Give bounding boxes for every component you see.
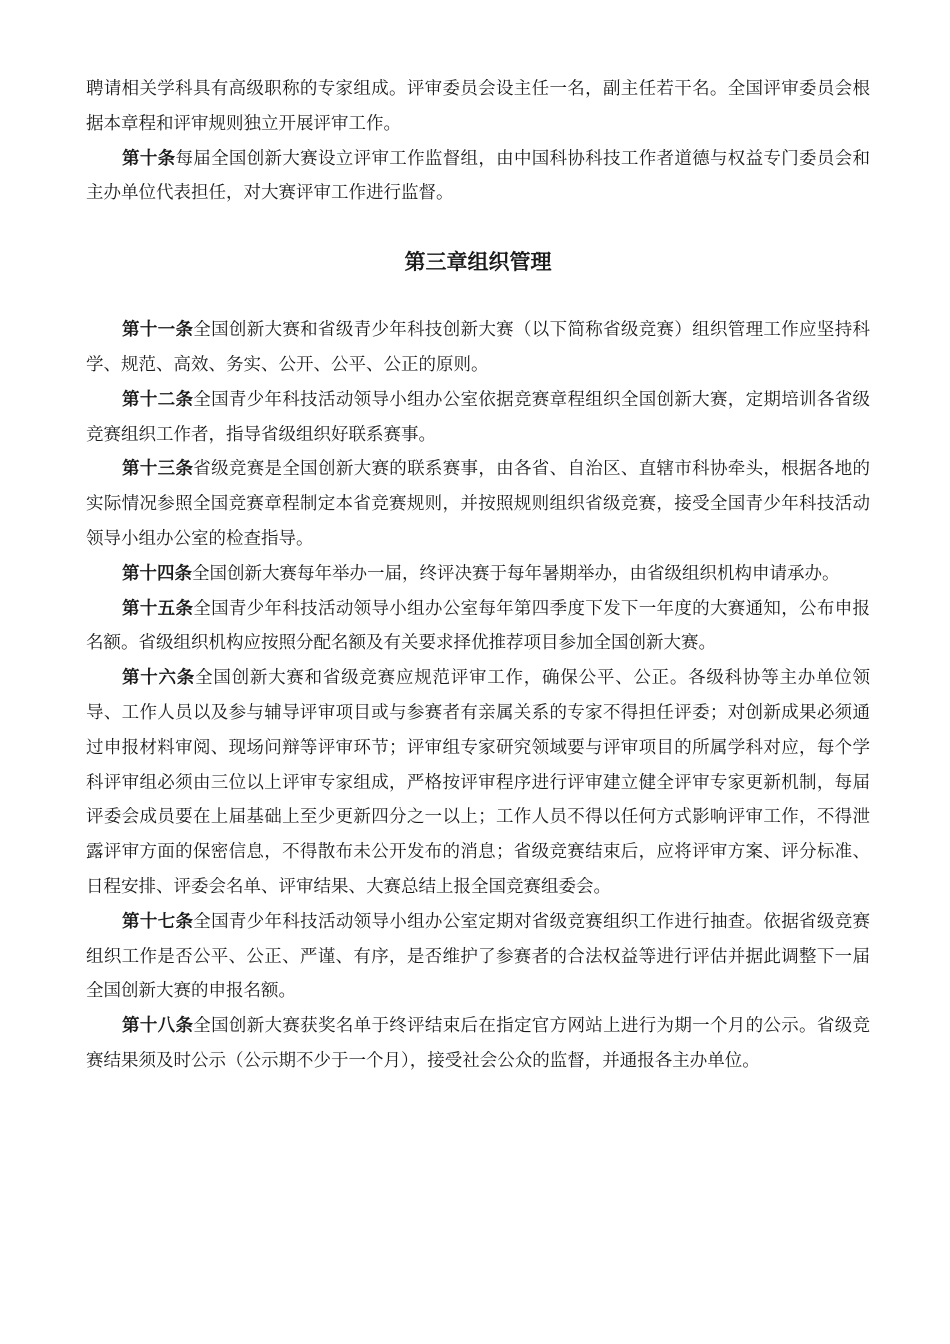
article-text: 全国创新大赛每年举办一届，终评决赛于每年暑期举办，由省级组织机构申请承办。 <box>192 563 840 584</box>
article-18 <box>86 1009 870 1079</box>
article-text: 全国青少年科技活动领导小组办公室依据竞赛章程组织全国创新大赛，定期培训各省级竞赛组织工作者，指导省级组织好联系赛事。 <box>86 389 871 445</box>
article-label: 第十七条 <box>122 911 194 932</box>
article-text: 全国创新大赛和省级青少年科技创新大赛（以下简称省级竞赛）组织管理工作应坚持科学、规范、高效、务实、公开、公平、公正的原则。 <box>86 320 871 375</box>
document-page <box>86 72 870 1079</box>
article-17 <box>86 905 870 1009</box>
article-text: 全国青少年科技活动领导小组办公室每年第四季度下发下一年度的大赛通知，公布申报名额。省级组织机构应按照分配名额及有关要求择优推荐项目参加全国创新大赛。 <box>86 598 871 654</box>
continued-paragraph: 聘请相关学科具有高级职称的专家组成。评审委员会设主任一名，副主任若干名。全国评审委员会根据本章程和评审规则独立开展评审工作。 <box>86 79 870 134</box>
article-label: 第十八条 <box>122 1016 194 1037</box>
article-14 <box>86 557 870 592</box>
article-label: 第十二条 <box>122 389 194 410</box>
article-label: 第十条 <box>122 148 176 169</box>
chapter-title: 第三章组织管理 <box>404 250 552 275</box>
article-label: 第十五条 <box>122 598 194 619</box>
article-text: 全国创新大赛获奖名单于终评结束后在指定官方网站上进行为期一个月的公示。省级竞赛结果须及时公示（公示期不少于一个月），接受社会公众的监督，并通报各主办单位。 <box>86 1016 871 1071</box>
article-text: 每届全国创新大赛设立评审工作监督组，由中国科协科技工作者道德与权益专门委员会和主办单位代表担任，对大赛评审工作进行监督。 <box>86 148 870 204</box>
article-15 <box>86 592 870 662</box>
article-text: 省级竞赛是全国创新大赛的联系赛事，由各省、自治区、直辖市科协牵头，根据各地的实际情况参照全国竞赛章程制定本省竞赛规则，并按照规则组织省级竞赛，接受全国青少年科技活动领导小组办公室的检查指导。 <box>86 459 871 549</box>
article-text: 全国青少年科技活动领导小组办公室定期对省级竞赛组织工作进行抽查。依据省级竞赛组织工作是否公平、公正、严谨、有序，是否维护了参赛者的合法权益等进行评估并据此调整下一届全国创新大赛的申报名额。 <box>86 911 871 1002</box>
article-label: 第十一条 <box>122 320 194 341</box>
article-label: 第十三条 <box>122 459 194 480</box>
article-label: 第十四条 <box>122 563 192 584</box>
article-16 <box>86 661 870 905</box>
article-12 <box>86 383 870 453</box>
article-10 <box>86 142 870 212</box>
article-13 <box>86 452 870 556</box>
article-text: 全国创新大赛和省级竞赛应规范评审工作，确保公平、公正。各级科协等主办单位领导、工作人员以及参与辅导评审项目或与参赛者有亲属关系的专家不得担任评委；对创新成果必须通过申报材料审阅、现场问辩等评审环节；评审组专家研究领域要与评审项目的所属学科对应，每个学科评审组必须由三位以上评审专家组成，严格按评审程序进行评审建立健全评审专家更新机制，每届评委会成员要在上届基础上至少更新四分之一以上；工作人员不得以任何方式影响评审工作，不得泄露评审方面的保密信息，不得散布未公开发布的消息；省级竞赛结束后，应将评审方案、评分标准、日程安排、评委会名单、评审结果、大赛总结上报全国竞赛组委会。 <box>86 668 871 897</box>
article-11 <box>86 313 870 383</box>
article-label: 第十六条 <box>122 668 196 689</box>
